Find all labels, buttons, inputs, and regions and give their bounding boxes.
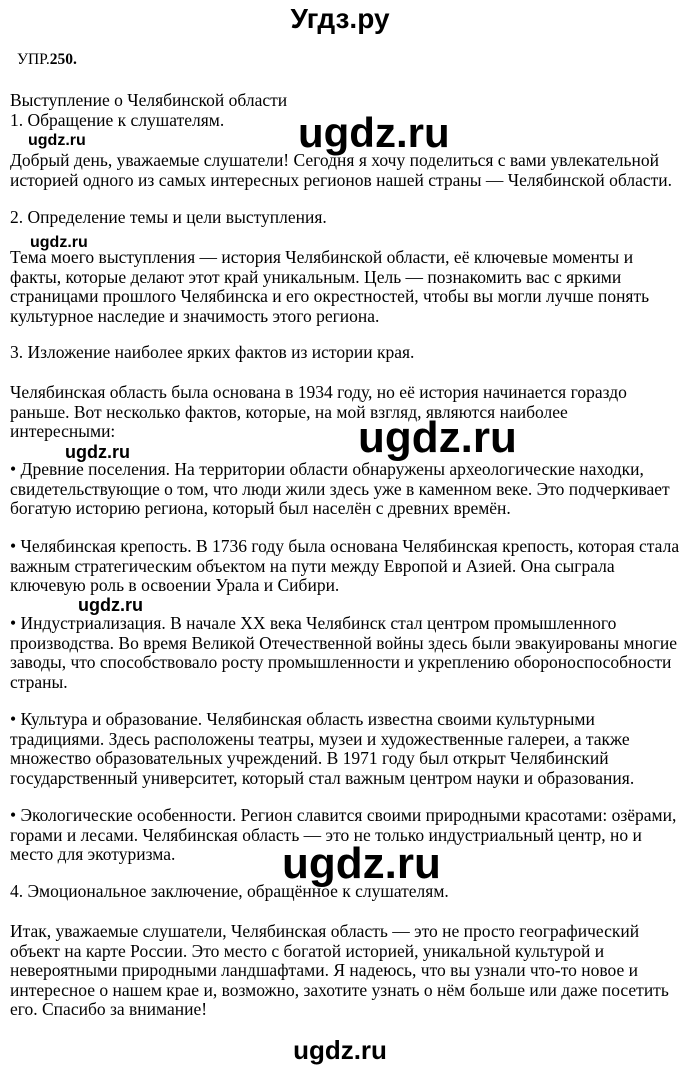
watermark-small: ugdz.ru — [28, 132, 86, 149]
watermark-large: ugdz.ru — [298, 109, 450, 156]
fact-fortress: • Челябинская крепость. В 1736 году была основана Челябинская крепость, которая стала важным стратегическим объектом на пути между Европой и Азией. Она сыграла ключевую роль в освоении Урала и Сибири. — [10, 536, 680, 595]
fact-industrialization: • Индустриализация. В начале XX века Челябинск стал центром промышленного производства. Во время Великой Отечественной войны здесь были эвакуированы многие заводы, что способствовало росту промышленности и укреплению обороноспособности страны. — [10, 613, 677, 692]
document-title: Выступление о Челябинской области — [10, 90, 288, 110]
exercise-prefix: УПР. — [17, 51, 50, 68]
section1-heading: 1. Обращение к слушателям. — [10, 110, 225, 130]
section3-intro: Челябинская область была основана в 1934 году, но её история начинается гораздо раньше. Вот несколько фактов, которые, на мой взгляд, являются наиболее интересными: — [10, 382, 627, 441]
watermark-small: ugdz.ru — [30, 234, 88, 251]
section4-body: Итак, уважаемые слушатели, Челябинская область — это не просто географический объект на карте России. Это место с богатой историей, уникальной культурой и невероятными природными ландшафтами. Я надеюсь, что вы узнали что-то новое и интересное о нашем крае и, возможно, захотите узнать о нём больше или даже посетить его. Спасибо за внимание! — [10, 921, 669, 1019]
fact-culture-education: • Культура и образование. Челябинская область известна своими культурными традициями. Здесь расположены театры, музеи и художественные галереи, а также множество образовательных учреждений. В 1971 году был открыт Челябинский государственный университет, который стал важным центром науки и образования. — [10, 709, 635, 788]
site-title[interactable]: Угдз.ру — [290, 3, 390, 34]
watermark-small: ugdz.ru — [65, 442, 130, 462]
footer-watermark[interactable]: ugdz.ru — [293, 1035, 387, 1065]
watermark-small: ugdz.ru — [78, 595, 143, 615]
fact-ecology: • Экологические особенности. Регион славится своими природными красотами: озёрами, горами и лесами. Челябинская область — это не только индустриальный центр, но и место для экотуризма. — [10, 805, 677, 864]
exercise-label — [17, 51, 77, 69]
watermark-large: ugdz.ru — [282, 839, 441, 888]
watermark-large: ugdz.ru — [358, 413, 517, 462]
section1-body: Добрый день, уважаемые слушатели! Сегодня я хочу поделиться с вами увлекательной историей одного из самых интересных регионов нашей страны — Челябинской области. — [10, 150, 673, 190]
section2-heading: 2. Определение темы и цели выступления. — [10, 207, 327, 227]
section3-heading: 3. Изложение наиболее ярких фактов из истории края. — [10, 342, 415, 362]
section4-heading: 4. Эмоциональное заключение, обращённое к слушателям. — [10, 881, 449, 901]
exercise-number: 250. — [49, 51, 77, 68]
fact-ancient-settlements: • Древние поселения. На территории области обнаружены археологические находки, свидетельствующие о том, что люди жили здесь уже в каменном веке. Это подчеркивает богатую историю региона, который был населён с древних времён. — [10, 459, 670, 518]
section2-body: Тема моего выступления — история Челябинской области, её ключевые моменты и факты, которые делают этот край уникальным. Цель — познакомить вас с яркими страницами прошлого Челябинска и его окрестностей, чтобы вы могли лучше понять культурное наследие и значимость этого региона. — [10, 247, 650, 326]
